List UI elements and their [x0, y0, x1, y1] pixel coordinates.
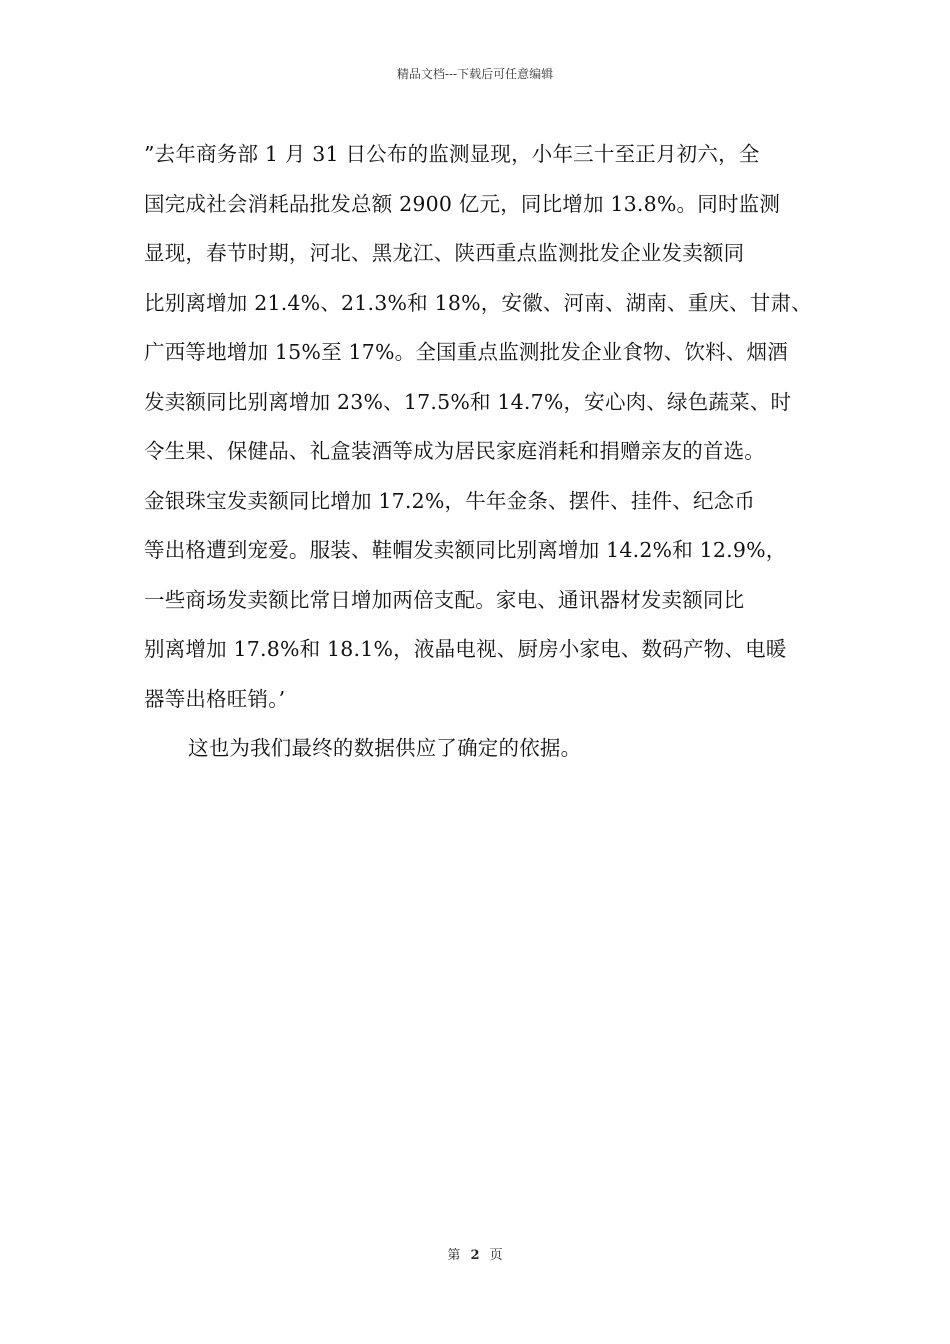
page-number: 2	[470, 1248, 480, 1263]
paragraph-line: 广西等地增加 15%至 17%。全国重点监测批发企业食物、饮料、烟酒	[144, 340, 788, 364]
page-label-suffix: 页	[489, 1248, 503, 1263]
paragraph-line: 令生果、保健品、礼盒装酒等成为居民家庭消耗和捐赠亲友的首选。	[144, 439, 765, 463]
paragraph-line: ”去年商务部 1 月 31 日公布的监测显现，小年三十至正月初六，全	[144, 142, 760, 166]
document-body	[144, 136, 834, 780]
paragraph-line: 比别离增加 21.4%、21.3%和 18%，安徽、河南、湖南、重庆、甘肃、	[144, 290, 812, 315]
paragraph-line: 别离增加 17.8%和 18.1%，液晶电视、厨房小家电、数码产物、电暖	[144, 637, 787, 661]
header-text: 精品文档---下载后可任意编辑	[396, 67, 554, 81]
page-header	[0, 66, 950, 82]
paragraph-line: 器等出格旺销。’	[144, 686, 286, 711]
paragraph-line: 国完成社会消耗品批发总额 2900 亿元，同比增加 13.8%。同时监测	[144, 191, 781, 216]
paragraph-line: 等出格遭到宠爱。服装、鞋帽发卖额同比别离增加 14.2%和 12.9%，	[144, 538, 787, 562]
paragraph-line: 发卖额同比别离增加 23%、17.5%和 14.7%，安心肉、绿色蔬菜、时	[144, 389, 792, 414]
closing-paragraph: 这也为我们最终的数据供应了确定的依据。	[188, 736, 582, 760]
page-label-prefix: 第	[447, 1248, 461, 1263]
paragraph-line: 一些商场发卖额比常日增加两倍支配。家电、通讯器材发卖额同比	[144, 587, 745, 612]
paragraph-line: 金银珠宝发卖额同比增加 17.2%，牛年金条、摆件、挂件、纪念币	[144, 488, 756, 513]
page-footer	[0, 1248, 950, 1264]
paragraph-line: 显现，春节时期，河北、黑龙江、陕西重点监测批发企业发卖额同	[144, 241, 745, 265]
